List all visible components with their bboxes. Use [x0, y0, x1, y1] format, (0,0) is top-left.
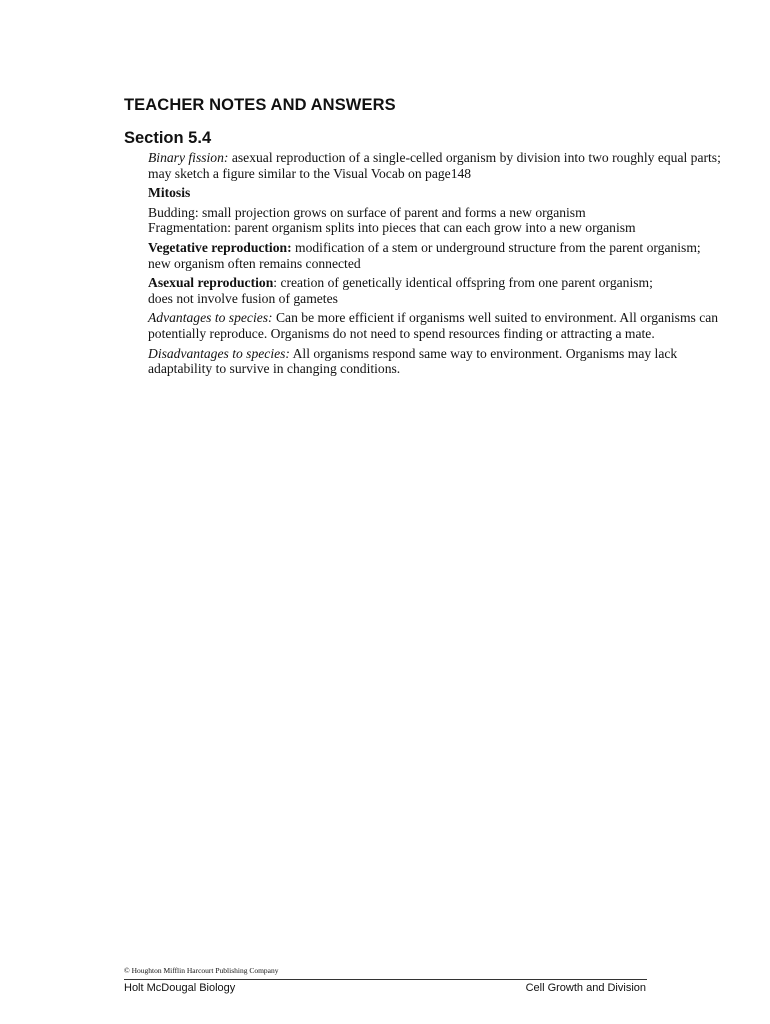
- answer-budding: [148, 205, 723, 221]
- answer-vegetative-reproduction: [148, 240, 723, 271]
- footer-chapter-title: Cell Growth and Division: [525, 982, 646, 994]
- answer-text: All organisms respond same way to environment. Organisms may lack adaptability to survive in changing conditions.: [148, 345, 678, 377]
- answer-binary-fission: [148, 150, 723, 181]
- footer-book-title: Holt McDougal Biology: [124, 982, 236, 994]
- answer-text: : creation of genetically identical offspring from one parent organism; does not involve fusion of gametes: [148, 275, 653, 306]
- page-heading: TEACHER NOTES AND ANSWERS: [124, 96, 396, 114]
- answer-text: Can be more efficient if organisms well suited to environment. All organisms can potentially reproduce. Organisms do not need to spend resources finding or attracting a mate.: [148, 310, 719, 341]
- answer-term: Binary fission:: [148, 150, 229, 165]
- footer-divider: [124, 979, 647, 980]
- answer-text: Budding: small projection grows on surface of parent and forms a new organism: [148, 204, 586, 220]
- answer-term: Asexual reproduction: [148, 275, 274, 291]
- copyright-notice: © Houghton Mifflin Harcourt Publishing Company: [124, 966, 279, 975]
- answer-term: Advantages to species:: [148, 310, 273, 326]
- answer-term: Vegetative reproduction:: [148, 239, 292, 255]
- answer-asexual-reproduction: [148, 275, 723, 306]
- answer-term: Disadvantages to species:: [148, 345, 290, 361]
- answer-mitosis: [148, 185, 723, 201]
- answer-text: asexual reproduction of a single-celled organism by division into two roughly equal parts; may sketch a figure similar to the Visual Vocab on page148: [148, 150, 721, 181]
- answers-list: [148, 150, 723, 381]
- answer-advantages: [148, 310, 723, 341]
- answer-term: Mitosis: [148, 185, 191, 201]
- answer-fragmentation: [148, 220, 723, 236]
- answer-disadvantages: [148, 346, 723, 377]
- answer-text: Fragmentation: parent organism splits into pieces that can each grow into a new organism: [148, 220, 636, 236]
- section-title: Section 5.4: [124, 129, 212, 147]
- answer-text: modification of a stem or underground structure from the parent organism; new organism often remains connected: [148, 239, 701, 271]
